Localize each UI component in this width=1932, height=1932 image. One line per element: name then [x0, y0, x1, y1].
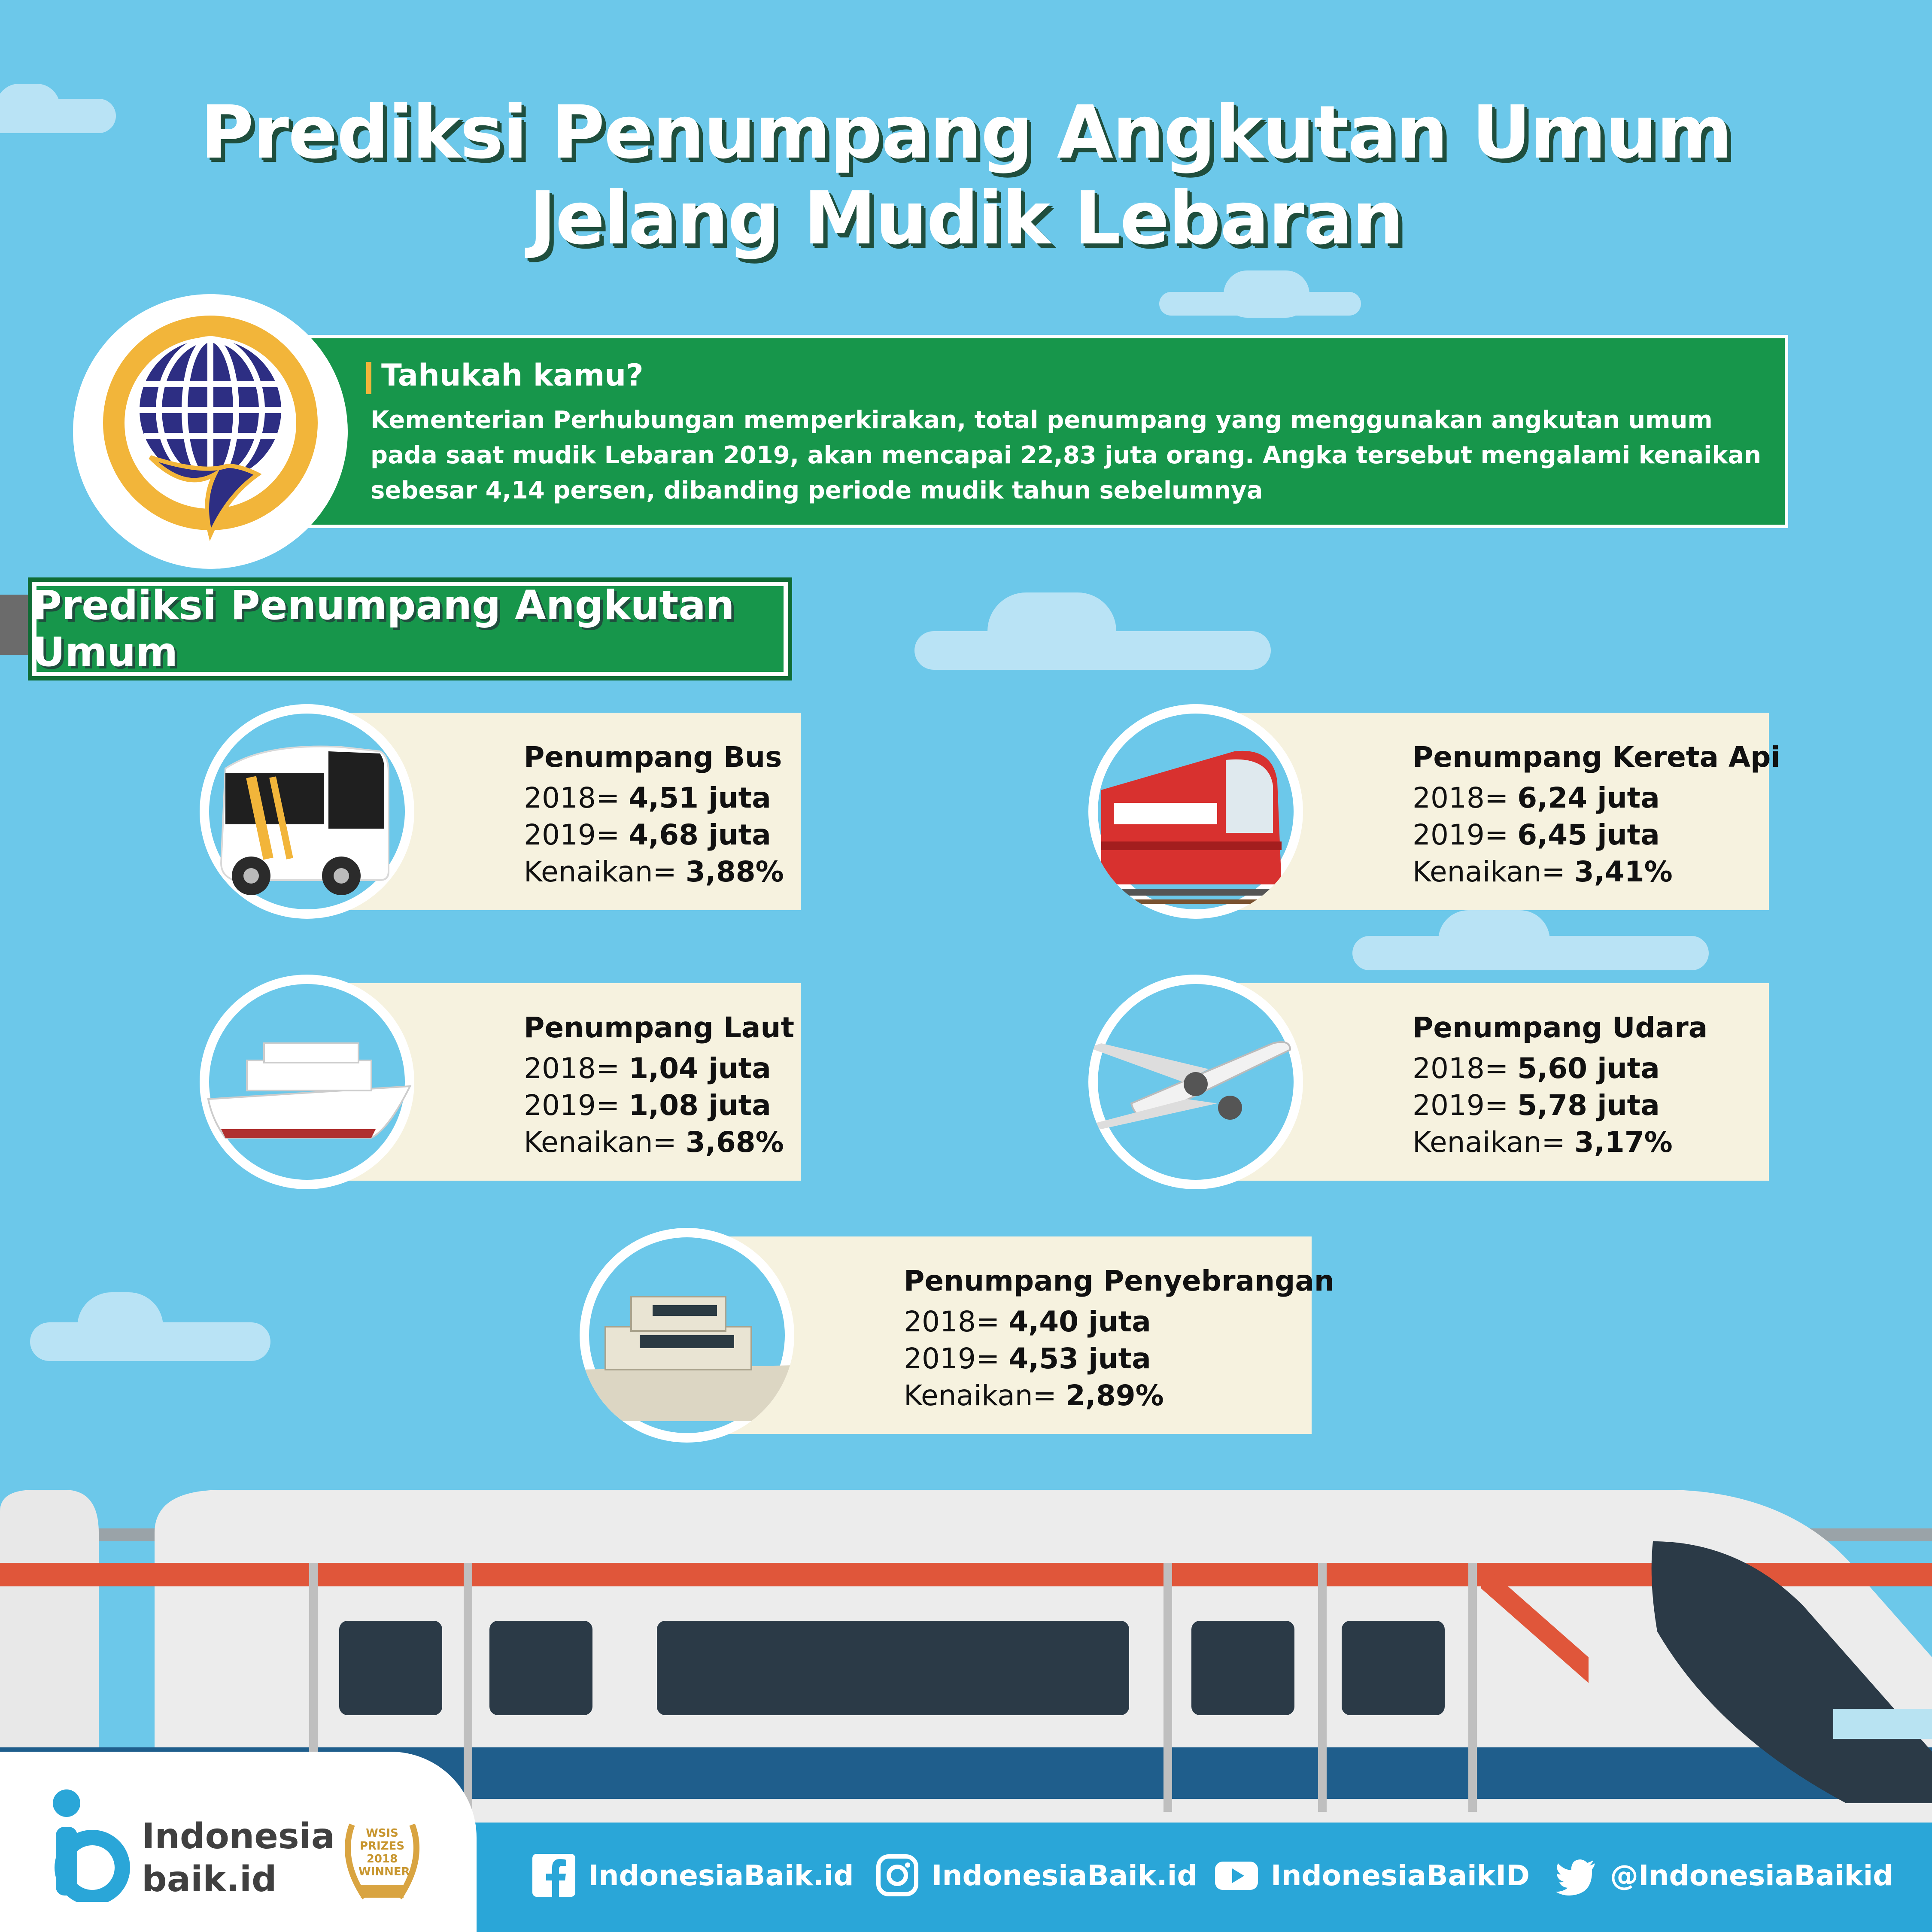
social-label: IndonesiaBaikID: [1271, 1859, 1530, 1892]
social-facebook[interactable]: [532, 1854, 854, 1897]
bus-stats: [524, 741, 784, 890]
air-stats: [1413, 1011, 1707, 1161]
airplane-icon-circle: [1088, 975, 1303, 1189]
airplane-icon: [1088, 975, 1303, 1189]
social-youtube[interactable]: [1215, 1854, 1530, 1897]
card-title: Penumpang Penyebrangan: [904, 1264, 1334, 1297]
social-label: IndonesiaBaik.id: [588, 1859, 854, 1892]
ship-icon: [200, 975, 414, 1189]
social-label: @IndonesiaBaikid: [1610, 1859, 1893, 1892]
stat-rise: Kenaikan= 3,88%: [524, 855, 784, 888]
brand-name-line1: Indonesia: [142, 1816, 335, 1857]
card-title: Penumpang Laut: [524, 1011, 794, 1044]
ferry-icon: [580, 1228, 794, 1443]
instagram-icon: [876, 1854, 919, 1897]
ministry-logo: [73, 294, 348, 569]
stat-rise: Kenaikan= 3,68%: [524, 1126, 784, 1159]
page-title-line1: Prediksi Penumpang Angkutan Umum: [200, 90, 1732, 175]
twitter-icon: [1554, 1854, 1597, 1897]
stat-2019: 2019= 1,08 juta: [524, 1089, 771, 1122]
stat-2019: 2019= 6,45 juta: [1413, 818, 1660, 851]
card-title: Penumpang Bus: [524, 741, 782, 774]
cloud: [987, 592, 1116, 670]
social-twitter[interactable]: [1554, 1854, 1893, 1897]
social-instagram[interactable]: [876, 1854, 1197, 1897]
stat-2018: 2018= 4,51 juta: [524, 781, 771, 814]
cloud: [1224, 270, 1309, 318]
stat-2018: 2018= 4,40 juta: [904, 1305, 1151, 1338]
page-title-line2: Jelang Mudik Lebaran: [529, 176, 1403, 261]
train-stats: [1413, 741, 1780, 890]
sign-post: [0, 595, 30, 655]
brand-panel: [0, 1752, 477, 1932]
train-icon: [1088, 704, 1303, 919]
stat-2018: 2018= 6,24 juta: [1413, 781, 1660, 814]
section-title: Prediksi Penumpang Angkutan Umum: [32, 582, 735, 676]
stat-2019: 2019= 5,78 juta: [1413, 1089, 1660, 1122]
social-label: IndonesiaBaik.id: [932, 1859, 1197, 1892]
info-heading: Tahukah kamu?: [381, 358, 644, 393]
train-icon-circle: [1088, 704, 1303, 919]
cloud: [77, 1292, 163, 1361]
award-text: WSIS PRIZES 2018 WINNER: [358, 1827, 410, 1878]
sea-stats: [524, 1011, 794, 1161]
ferry-icon-circle: [580, 1228, 794, 1443]
stat-2019: 2019= 4,68 juta: [524, 818, 771, 851]
stat-2018: 2018= 1,04 juta: [524, 1052, 771, 1085]
brand-name-line2: baik.id: [142, 1859, 277, 1900]
stat-2018: 2018= 5,60 juta: [1413, 1052, 1660, 1085]
info-box: [240, 335, 1788, 528]
facebook-icon: [532, 1854, 575, 1897]
info-text: Kementerian Perhubungan memperkirakan, total penumpang yang menggunakan angkutan umum pada saat mudik Lebaran 2019, akan mencapai 22,83 juta orang. Angka tersebut mengalami kenaikan sebesar 4,14 persen, dibanding periode mudik tahun sebelumnya: [371, 406, 1762, 504]
bus-icon: [200, 704, 414, 919]
card-title: Penumpang Udara: [1413, 1011, 1708, 1044]
stat-2019: 2019= 4,53 juta: [904, 1342, 1151, 1375]
card-title: Penumpang Kereta Api: [1413, 741, 1780, 774]
ferry-stats: [904, 1264, 1334, 1414]
youtube-icon: [1215, 1854, 1258, 1897]
stat-rise: Kenaikan= 2,89%: [904, 1379, 1164, 1412]
heading-accent-bar: [366, 362, 371, 394]
stat-rise: Kenaikan= 3,41%: [1413, 855, 1673, 888]
cloud: [1438, 910, 1550, 970]
section-signboard: [28, 577, 792, 680]
ship-icon-circle: [200, 975, 414, 1189]
globe-eagle-emblem-icon: [73, 294, 348, 569]
indonesiabaik-logo-icon: [47, 1786, 133, 1902]
stat-rise: Kenaikan= 3,17%: [1413, 1126, 1673, 1159]
wsis-award-badge: [339, 1812, 425, 1906]
bus-icon-circle: [200, 704, 414, 919]
